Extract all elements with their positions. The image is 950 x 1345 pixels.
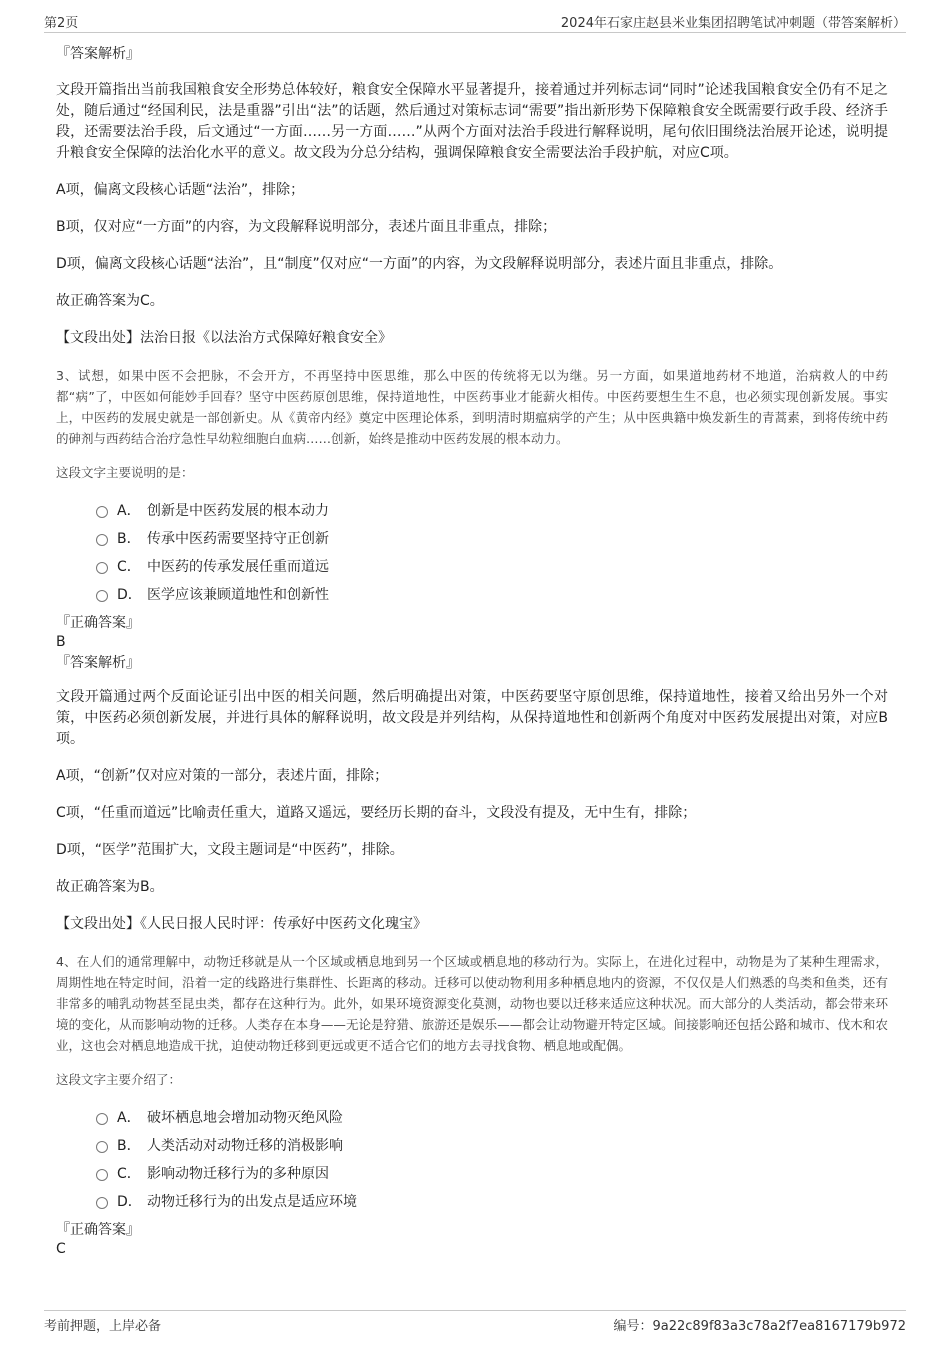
q3-point-d: D项，“医学”范围扩大，文段主题词是“中医药”，排除。 xyxy=(56,842,404,858)
code-label: 编号： xyxy=(613,1319,653,1334)
q4-option-a[interactable] xyxy=(56,1104,888,1132)
option-text: 创新是中医药发展的根本动力 xyxy=(147,503,329,519)
code-value: 9a22c89f83a3c78a2f7ea8167179b972 xyxy=(652,1319,906,1334)
q4-option-b[interactable] xyxy=(56,1132,888,1160)
q2-conclusion: 故正确答案为C。 xyxy=(56,293,164,309)
q3-option-a[interactable] xyxy=(56,497,888,525)
option-letter: B． xyxy=(117,531,141,547)
q3-option-c[interactable] xyxy=(56,553,888,581)
radio-icon[interactable] xyxy=(96,1141,108,1153)
q4-answer: C xyxy=(56,1241,66,1257)
radio-icon[interactable] xyxy=(96,590,108,602)
q4-option-d[interactable] xyxy=(56,1188,888,1216)
option-text: 动物迁移行为的出发点是适应环境 xyxy=(147,1194,357,1210)
option-letter: A． xyxy=(117,1110,141,1126)
radio-icon[interactable] xyxy=(96,1113,108,1125)
option-text: 影响动物迁移行为的多种原因 xyxy=(147,1166,329,1182)
option-letter: C． xyxy=(117,559,141,575)
document-title: 2024年石家庄赵县米业集团招聘笔试冲刺题（带答案解析） xyxy=(560,16,906,31)
q3-point-a: A项，“创新”仅对应对策的一部分，表述片面，排除； xyxy=(56,768,389,784)
footer-slogan: 考前押题，上岸必备 xyxy=(44,1319,162,1334)
option-letter: B． xyxy=(117,1138,141,1154)
q3-option-b[interactable] xyxy=(56,525,888,553)
q2-point-b: B项，仅对应“一方面”的内容，为文段解释说明部分，表述片面且非重点，排除； xyxy=(56,219,557,235)
page-content xyxy=(56,44,888,1258)
q3-analysis-label: 『答案解析』 xyxy=(56,655,140,671)
radio-icon[interactable] xyxy=(96,1169,108,1181)
q3-conclusion: 故正确答案为B。 xyxy=(56,879,164,895)
option-text: 医学应该兼顾道地性和创新性 xyxy=(147,587,329,603)
option-letter: D． xyxy=(117,1194,142,1210)
q3-question-text: 3、试想，如果中医不会把脉，不会开方，不再坚持中医思维，那么中医的传统将无以为继。另一方面，如果道地药材不地道，治病救人的中药都“病”了，中医如何能妙手回春？坚守中医药原创思维，保持道地性，中医药事业才能薪火相传。中医药要想生生不息，也必须实现创新发展。事实上，中医药的发展史就是一部创新史。从《黄帝内经》奠定中医理论体系，到明清时期瘟病学的产生；从中医典籍中焕发新生的青蒿素，到将传统中药的砷剂与西药结合治疗急性早幼粒细胞白血病……创新，始终是推动中医药发展的根本动力。 xyxy=(56,368,888,446)
q2-analysis-text: 文段开篇指出当前我国粮食安全形势总体较好，粮食安全保障水平显著提升，接着通过并列标志词“同时”论述我国粮食安全仍有不足之处，随后通过“经国利民，法是重器”引出“法”的话题，然后通过对策标志词“需要”指出新形势下保障粮食安全既需要行政手段、经济手段，还需要法治手段，后文通过“一方面……另一方面……”从两个方面对法治手段进行解释说明，尾句依旧围绕法治展开论述，说明提升粮食安全保障的法治化水平的意义。故文段为分总分结构，强调保障粮食安全需要法治手段护航，对应C项。 xyxy=(56,82,888,161)
q2-analysis-label: 『答案解析』 xyxy=(56,46,140,62)
q3-prompt: 这段文字主要说明的是： xyxy=(56,465,194,480)
q4-option-c[interactable] xyxy=(56,1160,888,1188)
q4-answer-label: 『正确答案』 xyxy=(56,1222,140,1238)
q2-point-a: A项，偏离文段核心话题“法治”，排除； xyxy=(56,182,305,198)
option-text: 人类活动对动物迁移的消极影响 xyxy=(147,1138,343,1154)
q2-source: 【文段出处】法治日报《以法治方式保障好粮食安全》 xyxy=(56,330,392,346)
radio-icon[interactable] xyxy=(96,562,108,574)
q3-source: 【文段出处】《人民日报人民时评：传承好中医药文化瑰宝》 xyxy=(56,916,427,932)
document-code xyxy=(613,1315,906,1334)
q2-point-d: D项，偏离文段核心话题“法治”，且“制度”仅对应“一方面”的内容，为文段解释说明部分，表述片面且非重点，排除。 xyxy=(56,256,783,272)
page-header xyxy=(44,10,906,33)
q4-prompt: 这段文字主要介绍了： xyxy=(56,1072,182,1087)
option-letter: C． xyxy=(117,1166,141,1182)
option-text: 中医药的传承发展任重而道远 xyxy=(147,559,329,575)
q4-options xyxy=(56,1104,888,1216)
q3-analysis-text: 文段开篇通过两个反面论证引出中医的相关问题，然后明确提出对策，中医药要坚守原创思维，保持道地性，接着又给出另外一个对策，中医药必须创新发展，并进行具体的解释说明，故文段是并列结构，从保持道地性和创新两个角度对中医药发展提出对策，对应B项。 xyxy=(56,689,888,747)
radio-icon[interactable] xyxy=(96,534,108,546)
q3-answer: B xyxy=(56,634,66,650)
page-footer xyxy=(44,1310,906,1335)
option-letter: A． xyxy=(117,503,141,519)
q3-option-d[interactable] xyxy=(56,581,888,609)
option-text: 破坏栖息地会增加动物灭绝风险 xyxy=(147,1110,343,1126)
page-number: 第2页 xyxy=(44,16,79,31)
q4-question-text: 4、在人们的通常理解中，动物迁移就是从一个区域或栖息地到另一个区域或栖息地的移动行为。实际上，在进化过程中，动物是为了某种生理需求，周期性地在特定时间，沿着一定的线路进行集群性、长距离的移动。迁移可以使动物利用多种栖息地内的资源，不仅仅是人们熟悉的鸟类和鱼类，还有非常多的哺乳动物甚至昆虫类，都存在这种行为。此外，如果环境资源变化莫测，动物也要以迁移来适应这种状况。而大部分的人类活动，都会带来环境的变化，从而影响动物的迁移。人类存在本身——无论是狩猎、旅游还是娱乐——都会让动物避开特定区域。间接影响还包括公路和城市、伐木和农业，这也会对栖息地造成干扰，迫使动物迁移到更远或更不适合它们的地方去寻找食物、栖息地或配偶。 xyxy=(56,954,888,1053)
q3-options xyxy=(56,497,888,609)
q3-point-c: C项，“任重而道远”比喻责任重大，道路又遥远，要经历长期的奋斗，文段没有提及，无中生有，排除； xyxy=(56,805,697,821)
q3-answer-label: 『正确答案』 xyxy=(56,615,140,631)
option-text: 传承中医药需要坚持守正创新 xyxy=(147,531,329,547)
radio-icon[interactable] xyxy=(96,506,108,518)
option-letter: D． xyxy=(117,587,142,603)
radio-icon[interactable] xyxy=(96,1197,108,1209)
